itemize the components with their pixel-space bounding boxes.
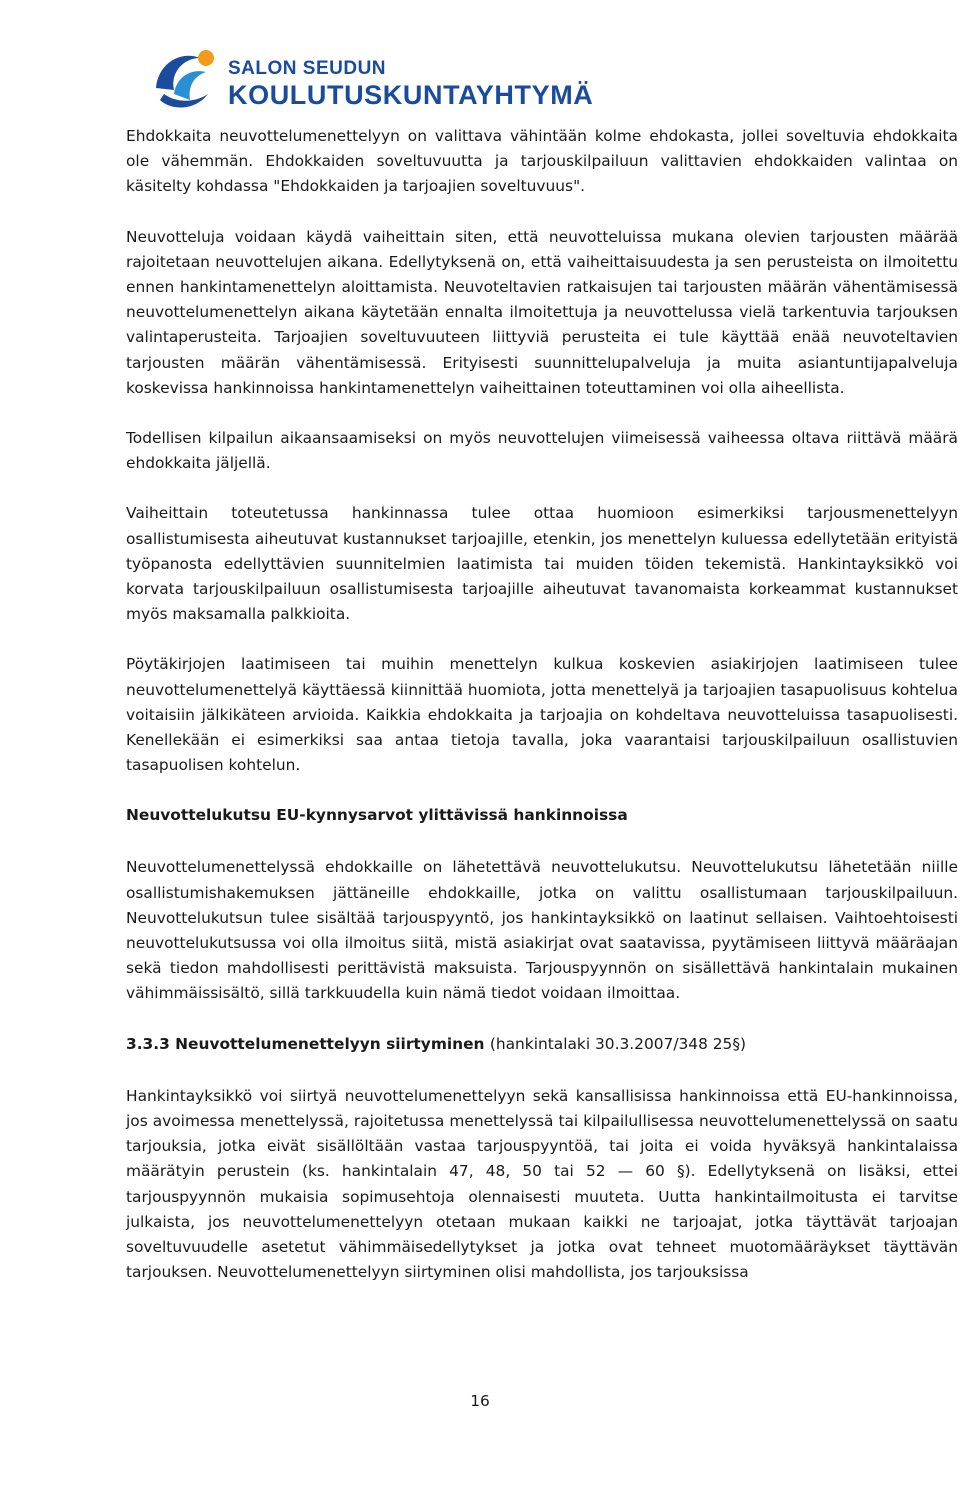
paragraph-costs: Vaiheittain toteutetussa hankinnassa tulee ottaa huomioon esimerkiksi tarjousmenettelyyn osallistumisesta aiheutuvat kustannukset tarjoajille, etenkin, jos menettelyn kuluessa edellytetään erityistä työpanosta edellyttävien suunnitelmien laatimista tai muiden töiden tekemistä. Hankintayksikkö voi korvata tarjouskilpailuun osallistumisesta tarjoajille aiheutuvat tavanomaista korkeammat kustannukset myös maksamalla palkkioita.	[126, 504, 958, 624]
paragraph-transition: Hankintayksikkö voi siirtyä neuvottelumenettelyyn sekä kansallisissa hankinnoissa että EU-hankinnoissa, jos avoimessa menettelyssä, rajoitetussa menettelyssä tai kilpailullisessa neuvottelumenettelyssä on saatu tarjouksia, jotka eivät sisällöltään vastaa tarjouspyyntöä, tai joita ei voida hyväksyä hankintalaissa määrätyin perustein (ks. hankintalain 47, 48, 50 tai 52 — 60 §). Edellytyksenä on lisäksi, ettei tarjouspyynnön mukaisia sopimusehtoja olennaisesti muuteta. Uutta hankintailmoitusta ei tarvitse julkaista, jos neuvottelumenettelyyn otetaan mukaan kaikki ne tarjoajat, jotka täyttävät tarjoajan soveltuvuudelle asetetut vähimmäisedellytykset ja jotka ovat tehneet muotomääräykset täyttävän tarjouksen. Neuvottelumenettelyyn siirtyminen olisi mahdollista, jos tarjouksissa	[126, 1086, 958, 1282]
logo-line-1: SALON SEUDUN	[228, 58, 387, 79]
section-heading-transition	[126, 1032, 958, 1057]
logo-line-2: KOULUTUSKUNTAYHTYMÄ	[228, 80, 594, 110]
page-number: 16	[470, 1392, 490, 1410]
document-body	[126, 124, 958, 1310]
organization-logo	[150, 44, 650, 114]
paragraph-candidates-count: Ehdokkaita neuvottelumenettelyyn on valittava vähintään kolme ehdokasta, jollei soveltuvia ehdokkaita ole vähemmän. Ehdokkaiden soveltuvuutta ja tarjouskilpailuun valittavien ehdokkaiden valintaa on käsitelty kohdassa "Ehdokkaiden ja tarjoajien soveltuvuus".	[126, 127, 958, 196]
paragraph-real-competition: Todellisen kilpailun aikaansaamiseksi on myös neuvottelujen viimeisessä vaiheessa oltava riittävä määrä ehdokkaita jäljellä.	[126, 429, 958, 473]
paragraph-minutes: Pöytäkirjojen laatimiseen tai muihin menettelyn kulkua koskevien asiakirjojen laatimiseen tulee neuvottelumenettelyä käyttäessä kiinnittää huomiota, jotta menettelyä ja tarjoajien tasapuolisuus kohtelua voitaisiin jälkikäteen arvioida. Kaikkia ehdokkaita ja tarjoajia on kohdeltava neuvotteluissa tasapuolisesti. Kenellekään ei esimerkiksi saa antaa tietoja tavalla, joka vaarantaisi tarjouskilpailuun osallistuvien tasapuolisen kohtelun.	[126, 655, 958, 775]
logo-text	[228, 58, 593, 110]
paragraph-staged-negotiations: Neuvotteluja voidaan käydä vaiheittain siten, että neuvotteluissa mukana olevien tarjousten määrää rajoitetaan neuvottelujen aikana. Edellytyksenä on, että vaiheittaisuudesta ja sen perusteista on ilmoitettu ennen hankintamenettelyn aloittamista. Neuvoteltavien ratkaisujen tai tarjousten määrän vähentämisessä neuvottelumenettelyn aikana käytetään ennalta ilmoitettuja ja neuvottelussa vielä tarkentuvia tarjouksen valintaperusteita. Tarjoajien soveltuvuuteen liittyviä perusteita ei tule käyttää enää neuvoteltavien tarjousten määrän vähentämisessä. Erityisesti suunnittelupalveluja ja muita asiantuntijapalveluja koskevissa hankinnoissa hankintamenettelyn vaiheittainen toteuttaminen voi olla aiheellista.	[126, 227, 958, 397]
logo-mark-icon	[150, 44, 222, 116]
section-heading-invitation: Neuvottelukutsu EU-kynnysarvot ylittävissä hankinnoissa	[126, 806, 628, 825]
section-heading-transition-reference: (hankintalaki 30.3.2007/348 25§)	[489, 1034, 747, 1053]
section-heading-transition-title: 3.3.3 Neuvottelumenettelyyn siirtyminen	[126, 1034, 485, 1053]
paragraph-invitation: Neuvottelumenettelyssä ehdokkaille on lähetettävä neuvottelukutsu. Neuvottelukutsu lähetetään niille osallistumishakemuksen jättäneille ehdokkaille, jotka on valittu osallistumaan tarjouskilpailuun. Neuvottelukutsun tulee sisältää tarjouspyyntö, jos hankintayksikkö on laatinut sellaisen. Vaihtoehtoisesti neuvottelukutsussa voi olla ilmoitus siitä, mistä asiakirjat ovat saatavissa, pyytämiseen liittyvä määräajan sekä tiedon mahdollisesti perittävistä maksuista. Tarjouspyynnön on sisällettävä hankintalain mukainen vähimmäissisältö, sillä tarkkuudella kuin nämä tiedot voidaan ilmoittaa.	[126, 858, 958, 1003]
